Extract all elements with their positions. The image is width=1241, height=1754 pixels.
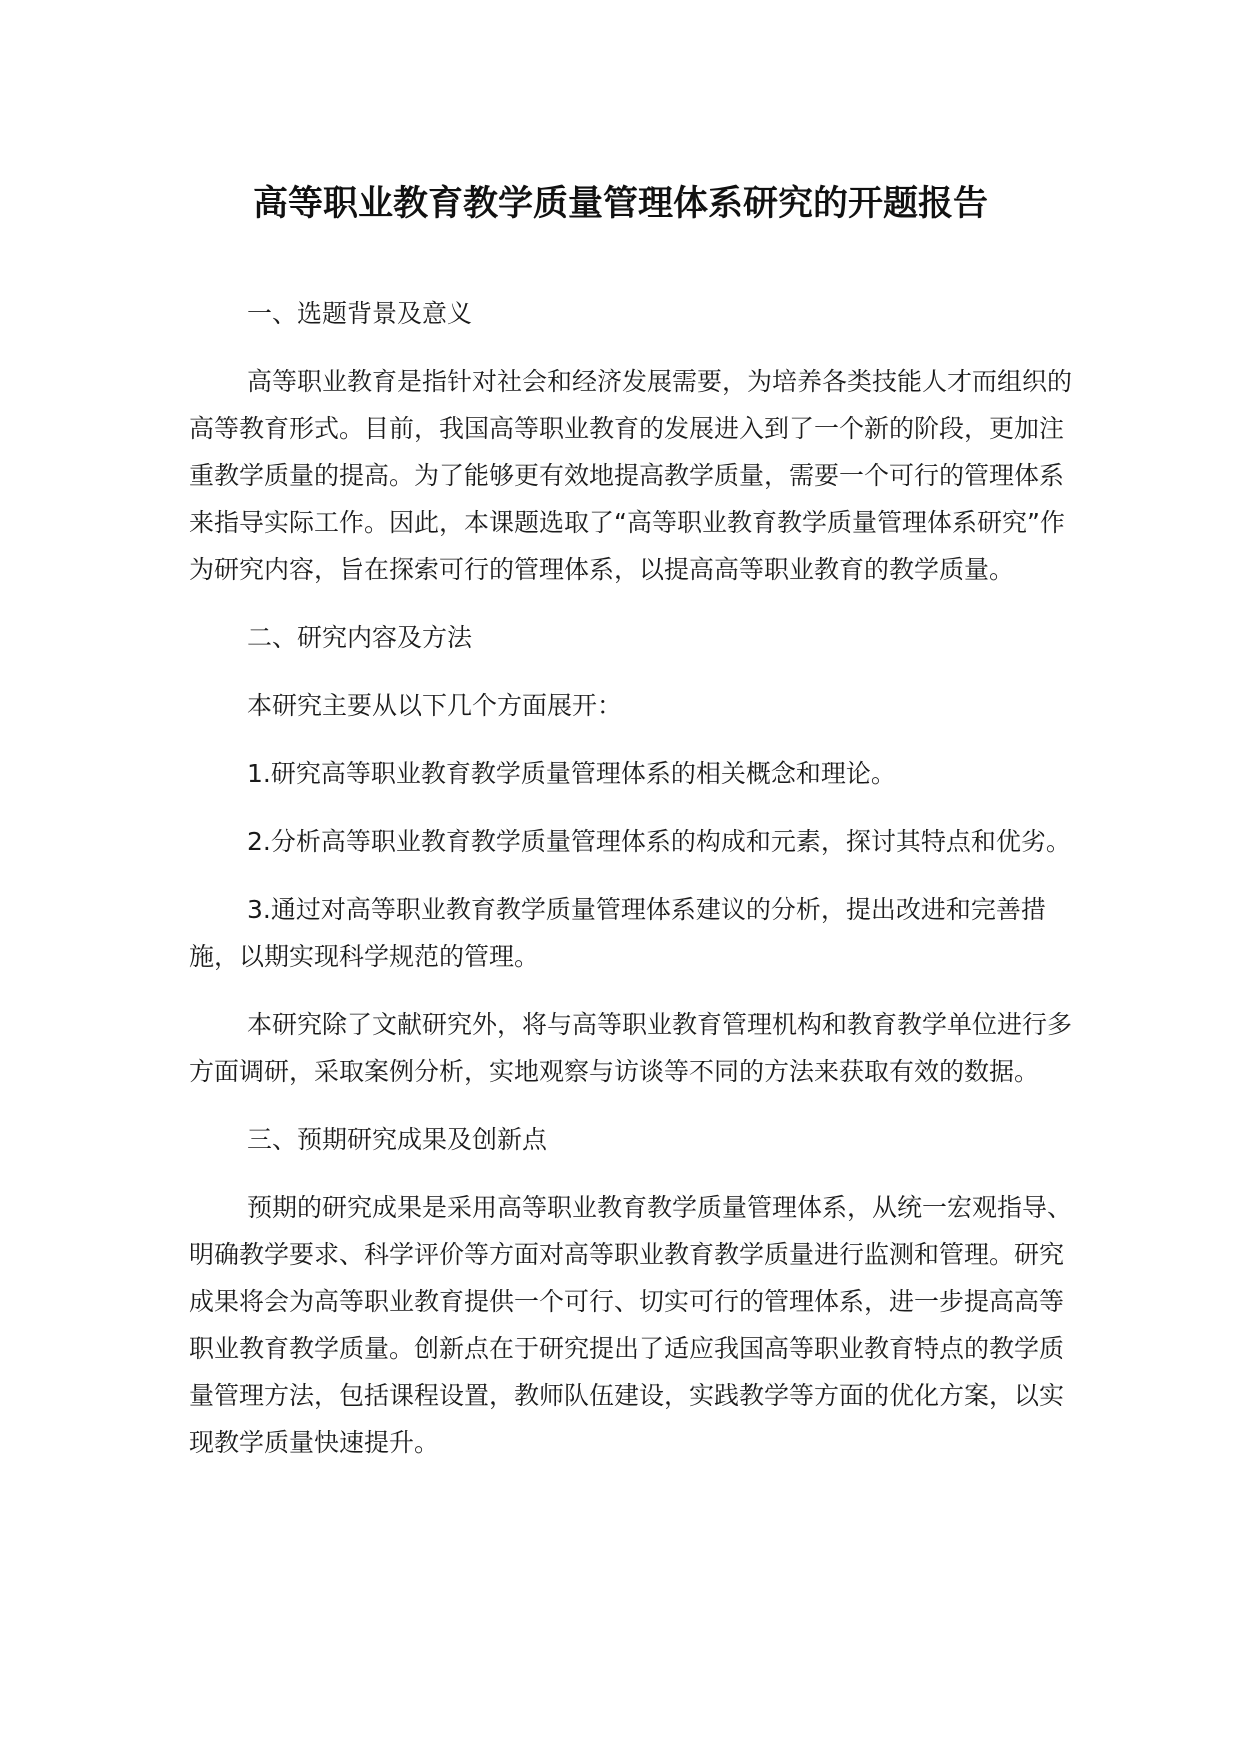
paragraph-expected-results: 预期的研究成果是采用高等职业教育教学质量管理体系，从统一宏观指导、明确教学要求、科学评价等方面对高等职业教育教学质量进行监测和管理。研究成果将会为高等职业教育提供一个可行、切实可行的管理体系，进一步提高高等职业教育教学质量。创新点在于研究提出了适应我国高等职业教育特点的教学质量管理方法，包括课程设置，教师队伍建设，实践教学等方面的优化方案，以实现教学质量快速提升。: [189, 1193, 1073, 1457]
document-body: [189, 290, 1075, 1466]
list-item-1: 1.研究高等职业教育教学质量管理体系的相关概念和理论。: [247, 759, 896, 788]
list-item-3: 3.通过对高等职业教育教学质量管理体系建议的分析，提出改进和完善措施，以期实现科学规范的管理。: [189, 895, 1046, 971]
paragraph-research-intro: 本研究主要从以下几个方面展开：: [247, 691, 623, 720]
section-heading-background: 一、选题背景及意义: [247, 299, 473, 328]
document-title: 高等职业教育教学质量管理体系研究的开题报告: [252, 184, 988, 224]
section-heading-content-methods: 二、研究内容及方法: [247, 623, 473, 652]
paragraph-methods: 本研究除了文献研究外，将与高等职业教育管理机构和教育教学单位进行多方面调研，采取案例分析，实地观察与访谈等不同的方法来获取有效的数据。: [189, 1010, 1073, 1086]
list-item-2: 2.分析高等职业教育教学质量管理体系的构成和元素，探讨其特点和优劣。: [247, 827, 1071, 856]
section-heading-expected-results: 三、预期研究成果及创新点: [247, 1125, 548, 1154]
paragraph-background: 高等职业教育是指针对社会和经济发展需要，为培养各类技能人才而组织的高等教育形式。目前，我国高等职业教育的发展进入到了一个新的阶段，更加注重教学质量的提高。为了能够更有效地提高教学质量，需要一个可行的管理体系来指导实际工作。因此，本课题选取了“高等职业教育教学质量管理体系研究”作为研究内容，旨在探索可行的管理体系，以提高高等职业教育的教学质量。: [189, 367, 1073, 584]
